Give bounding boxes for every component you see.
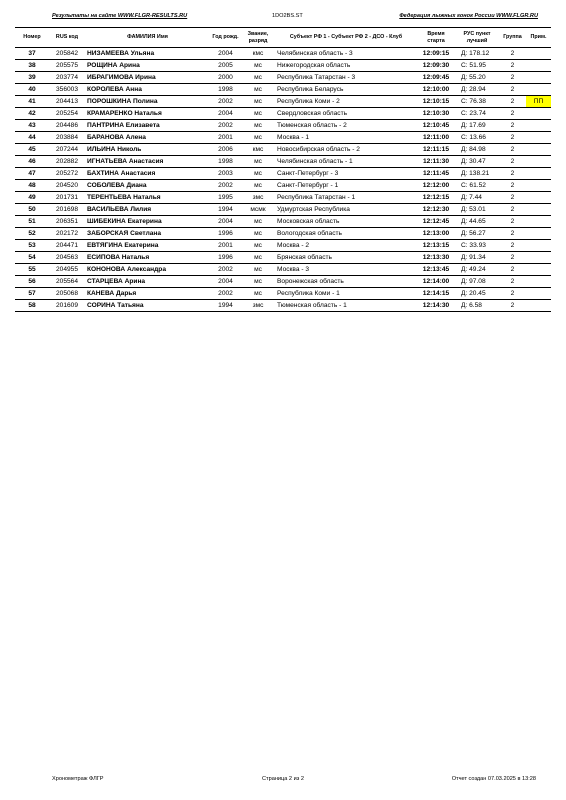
- cell-start-time: 12:09:30: [417, 60, 455, 72]
- cell-rank: мс: [241, 120, 275, 132]
- cell-note: [526, 228, 551, 240]
- cell-rus-code: 205254: [49, 108, 85, 120]
- cell-start-time: 12:10:00: [417, 84, 455, 96]
- cell-rus-code: 203774: [49, 72, 85, 84]
- cell-note: ПП: [526, 96, 551, 108]
- cell-note: [526, 264, 551, 276]
- cell-number: 52: [15, 228, 49, 240]
- cell-number: 57: [15, 288, 49, 300]
- footer-page-number: Страница 2 из 2: [262, 776, 304, 782]
- cell-group: 2: [499, 204, 526, 216]
- cell-note: [526, 204, 551, 216]
- cell-region: Нижегородская область: [275, 60, 417, 72]
- cell-rus-points: Д: 17.69: [455, 120, 499, 132]
- cell-rank: мс: [241, 228, 275, 240]
- cell-start-time: 12:09:15: [417, 48, 455, 60]
- cell-note: [526, 120, 551, 132]
- cell-start-time: 12:11:45: [417, 168, 455, 180]
- cell-group: 2: [499, 228, 526, 240]
- cell-rus-code: 202882: [49, 156, 85, 168]
- cell-birth-year: 2005: [210, 60, 241, 72]
- cell-athlete-name: КРАМАРЕНКО Наталья: [85, 108, 210, 120]
- cell-birth-year: 1995: [210, 192, 241, 204]
- cell-athlete-name: ПАНТРИНА Елизавета: [85, 120, 210, 132]
- column-header: RUS код: [49, 28, 85, 48]
- cell-birth-year: 2002: [210, 96, 241, 108]
- cell-rank: мс: [241, 216, 275, 228]
- cell-rank: мс: [241, 84, 275, 96]
- cell-athlete-name: КОРОЛЕВА Анна: [85, 84, 210, 96]
- table-row: [15, 168, 551, 180]
- cell-group: 2: [499, 108, 526, 120]
- table-row: [15, 264, 551, 276]
- cell-region: Удмуртская Республика: [275, 204, 417, 216]
- cell-birth-year: 1994: [210, 300, 241, 312]
- footer-timing: Хронометраж ФЛГР: [52, 776, 104, 782]
- cell-group: 2: [499, 120, 526, 132]
- cell-region: Республика Татарстан - 3: [275, 72, 417, 84]
- column-header: Год рожд.: [210, 28, 241, 48]
- cell-rus-code: 204520: [49, 180, 85, 192]
- cell-group: 2: [499, 156, 526, 168]
- table-row: [15, 60, 551, 72]
- cell-athlete-name: СОБОЛЕВА Диана: [85, 180, 210, 192]
- cell-birth-year: 2003: [210, 168, 241, 180]
- cell-start-time: 12:13:45: [417, 264, 455, 276]
- cell-start-time: 12:12:30: [417, 204, 455, 216]
- cell-start-time: 12:10:15: [417, 96, 455, 108]
- column-header: РУС пункт лучший: [455, 28, 499, 48]
- cell-rus-points: Д: 55.20: [455, 72, 499, 84]
- cell-rank: мс: [241, 252, 275, 264]
- cell-region: Санкт-Петербург - 1: [275, 180, 417, 192]
- cell-number: 48: [15, 180, 49, 192]
- table-row: [15, 144, 551, 156]
- cell-group: 2: [499, 180, 526, 192]
- cell-rank: мс: [241, 96, 275, 108]
- cell-birth-year: 1998: [210, 156, 241, 168]
- cell-athlete-name: НИЗАМЕЕВА Ульяна: [85, 48, 210, 60]
- cell-note: [526, 300, 551, 312]
- cell-note: [526, 144, 551, 156]
- table-row: [15, 276, 551, 288]
- cell-athlete-name: КАНЕВА Дарья: [85, 288, 210, 300]
- cell-rus-code: 205564: [49, 276, 85, 288]
- table-row: [15, 96, 551, 108]
- cell-rank: мс: [241, 108, 275, 120]
- cell-rus-code: 204955: [49, 264, 85, 276]
- cell-birth-year: 2006: [210, 144, 241, 156]
- column-header: Время старта: [417, 28, 455, 48]
- cell-number: 54: [15, 252, 49, 264]
- cell-athlete-name: ИЛЬИНА Николь: [85, 144, 210, 156]
- cell-note: [526, 216, 551, 228]
- cell-athlete-name: ПОРОШКИНА Полина: [85, 96, 210, 108]
- cell-rus-points: С: 51.95: [455, 60, 499, 72]
- cell-rus-code: 206351: [49, 216, 85, 228]
- cell-group: 2: [499, 240, 526, 252]
- cell-athlete-name: КОНОНОВА Александра: [85, 264, 210, 276]
- cell-start-time: 12:13:30: [417, 252, 455, 264]
- table-row: [15, 84, 551, 96]
- cell-number: 56: [15, 276, 49, 288]
- cell-rus-points: Д: 84.98: [455, 144, 499, 156]
- column-header: Номер: [15, 28, 49, 48]
- cell-start-time: 12:11:30: [417, 156, 455, 168]
- cell-athlete-name: СОРИНА Татьяна: [85, 300, 210, 312]
- cell-group: 2: [499, 192, 526, 204]
- cell-rank: мс: [241, 180, 275, 192]
- cell-region: Республика Татарстан - 1: [275, 192, 417, 204]
- cell-group: 2: [499, 48, 526, 60]
- cell-group: 2: [499, 60, 526, 72]
- cell-region: Москва - 1: [275, 132, 417, 144]
- cell-region: Воронежская область: [275, 276, 417, 288]
- cell-start-time: 12:14:30: [417, 300, 455, 312]
- cell-number: 45: [15, 144, 49, 156]
- table-row: [15, 72, 551, 84]
- page-footer: [16, 776, 550, 786]
- cell-region: Тюменская область - 2: [275, 120, 417, 132]
- cell-rus-code: 205272: [49, 168, 85, 180]
- cell-start-time: 12:13:15: [417, 240, 455, 252]
- cell-rus-points: Д: 178.12: [455, 48, 499, 60]
- table-row: [15, 300, 551, 312]
- table-row: [15, 120, 551, 132]
- cell-birth-year: 2000: [210, 72, 241, 84]
- cell-start-time: 12:10:30: [417, 108, 455, 120]
- cell-birth-year: 1996: [210, 228, 241, 240]
- cell-birth-year: 2002: [210, 120, 241, 132]
- cell-region: Москва - 3: [275, 264, 417, 276]
- cell-athlete-name: ЗАБОРСКАЯ Светлана: [85, 228, 210, 240]
- cell-rank: мс: [241, 72, 275, 84]
- cell-athlete-name: ЕВТЯГИНА Екатерина: [85, 240, 210, 252]
- table-row: [15, 252, 551, 264]
- cell-athlete-name: ИГНАТЬЕВА Анастасия: [85, 156, 210, 168]
- cell-note: [526, 60, 551, 72]
- federation-site-link[interactable]: Федерация лыжных гонок России WWW.FLGR.RU: [399, 13, 538, 19]
- cell-rus-points: Д: 6.58: [455, 300, 499, 312]
- table-row: [15, 132, 551, 144]
- cell-rank: мс: [241, 240, 275, 252]
- cell-note: [526, 108, 551, 120]
- cell-region: Республика Коми - 2: [275, 96, 417, 108]
- cell-rus-code: 201609: [49, 300, 85, 312]
- table-row: [15, 192, 551, 204]
- footer-report-created: Отчет создан 07.03.2025 в 13:28: [451, 776, 536, 782]
- cell-number: 46: [15, 156, 49, 168]
- cell-region: Санкт-Петербург - 3: [275, 168, 417, 180]
- cell-birth-year: 1996: [210, 252, 241, 264]
- cell-birth-year: 2002: [210, 264, 241, 276]
- cell-athlete-name: СТАРЦЕВА Арина: [85, 276, 210, 288]
- cell-region: Москва - 2: [275, 240, 417, 252]
- cell-birth-year: 2001: [210, 132, 241, 144]
- cell-rus-code: 207244: [49, 144, 85, 156]
- cell-number: 47: [15, 168, 49, 180]
- header-row: [15, 28, 551, 48]
- table-header: [15, 28, 551, 48]
- cell-rank: мс: [241, 288, 275, 300]
- cell-rank: мсмк: [241, 204, 275, 216]
- cell-number: 51: [15, 216, 49, 228]
- cell-group: 2: [499, 264, 526, 276]
- cell-start-time: 12:11:15: [417, 144, 455, 156]
- cell-rank: мс: [241, 168, 275, 180]
- cell-rus-points: Д: 53.01: [455, 204, 499, 216]
- cell-rus-points: Д: 91.34: [455, 252, 499, 264]
- table-row: [15, 240, 551, 252]
- cell-number: 43: [15, 120, 49, 132]
- cell-rus-points: С: 76.38: [455, 96, 499, 108]
- cell-note: [526, 180, 551, 192]
- cell-athlete-name: БАРАНОВА Алена: [85, 132, 210, 144]
- table-row: [15, 180, 551, 192]
- document-code: 1DO2BS.ST: [272, 13, 303, 19]
- cell-rus-code: 201698: [49, 204, 85, 216]
- cell-note: [526, 240, 551, 252]
- cell-rank: змс: [241, 192, 275, 204]
- cell-rus-points: С: 13.66: [455, 132, 499, 144]
- cell-rus-code: 205575: [49, 60, 85, 72]
- cell-rus-code: 205068: [49, 288, 85, 300]
- cell-rus-code: 204413: [49, 96, 85, 108]
- cell-birth-year: 2002: [210, 180, 241, 192]
- cell-number: 39: [15, 72, 49, 84]
- cell-birth-year: 2004: [210, 276, 241, 288]
- cell-rus-points: Д: 44.65: [455, 216, 499, 228]
- cell-birth-year: 1998: [210, 84, 241, 96]
- cell-region: Московская область: [275, 216, 417, 228]
- cell-rank: змс: [241, 300, 275, 312]
- cell-rus-points: Д: 49.24: [455, 264, 499, 276]
- cell-note: [526, 168, 551, 180]
- cell-region: Свердловская область: [275, 108, 417, 120]
- cell-note: [526, 84, 551, 96]
- column-header: Звание, разряд: [241, 28, 275, 48]
- cell-start-time: 12:09:45: [417, 72, 455, 84]
- cell-rus-points: Д: 56.27: [455, 228, 499, 240]
- cell-rank: мс: [241, 156, 275, 168]
- cell-birth-year: 2004: [210, 216, 241, 228]
- cell-note: [526, 132, 551, 144]
- cell-rus-points: Д: 28.94: [455, 84, 499, 96]
- cell-rus-points: Д: 138.21: [455, 168, 499, 180]
- cell-note: [526, 276, 551, 288]
- cell-athlete-name: ВАСИЛЬЕВА Лилия: [85, 204, 210, 216]
- cell-rank: мс: [241, 264, 275, 276]
- cell-region: Тюменская область - 1: [275, 300, 417, 312]
- cell-birth-year: 2002: [210, 288, 241, 300]
- table-row: [15, 48, 551, 60]
- cell-start-time: 12:11:00: [417, 132, 455, 144]
- cell-rus-points: Д: 30.47: [455, 156, 499, 168]
- cell-region: Челябинская область - 1: [275, 156, 417, 168]
- cell-group: 2: [499, 252, 526, 264]
- cell-region: Брянская область: [275, 252, 417, 264]
- cell-note: [526, 252, 551, 264]
- cell-rus-points: Д: 20.45: [455, 288, 499, 300]
- cell-region: Новосибирская область - 2: [275, 144, 417, 156]
- cell-start-time: 12:12:45: [417, 216, 455, 228]
- cell-group: 2: [499, 96, 526, 108]
- cell-rank: мс: [241, 276, 275, 288]
- cell-start-time: 12:12:00: [417, 180, 455, 192]
- cell-note: [526, 48, 551, 60]
- cell-athlete-name: РОЩИНА Арина: [85, 60, 210, 72]
- cell-number: 55: [15, 264, 49, 276]
- cell-group: 2: [499, 216, 526, 228]
- column-header: ФАМИЛИЯ Имя: [85, 28, 210, 48]
- cell-rus-code: 356003: [49, 84, 85, 96]
- cell-group: 2: [499, 144, 526, 156]
- table-row: [15, 216, 551, 228]
- cell-rank: кмс: [241, 48, 275, 60]
- cell-start-time: 12:10:45: [417, 120, 455, 132]
- cell-number: 41: [15, 96, 49, 108]
- cell-note: [526, 72, 551, 84]
- results-site-link[interactable]: Результаты на сайте WWW.FLGR-RESULTS.RU: [52, 13, 188, 19]
- column-header: Прим.: [526, 28, 551, 48]
- cell-rus-code: 201731: [49, 192, 85, 204]
- column-header: Группа: [499, 28, 526, 48]
- cell-number: 49: [15, 192, 49, 204]
- cell-group: 2: [499, 72, 526, 84]
- cell-region: Республика Коми - 1: [275, 288, 417, 300]
- table-row: [15, 108, 551, 120]
- cell-rus-points: Д: 7.44: [455, 192, 499, 204]
- cell-rus-points: С: 23.74: [455, 108, 499, 120]
- cell-start-time: 12:12:15: [417, 192, 455, 204]
- cell-number: 42: [15, 108, 49, 120]
- cell-note: [526, 156, 551, 168]
- cell-start-time: 12:13:00: [417, 228, 455, 240]
- cell-number: 44: [15, 132, 49, 144]
- cell-note: [526, 192, 551, 204]
- cell-rus-code: 204486: [49, 120, 85, 132]
- cell-birth-year: 2004: [210, 108, 241, 120]
- cell-group: 2: [499, 276, 526, 288]
- table-row: [15, 204, 551, 216]
- cell-group: 2: [499, 168, 526, 180]
- cell-rank: мс: [241, 132, 275, 144]
- cell-birth-year: 2001: [210, 240, 241, 252]
- start-list-table: [15, 27, 551, 312]
- cell-birth-year: 2004: [210, 48, 241, 60]
- table-body: [15, 48, 551, 312]
- cell-rank: кмс: [241, 144, 275, 156]
- cell-rus-code: 205842: [49, 48, 85, 60]
- cell-rus-code: 204471: [49, 240, 85, 252]
- cell-number: 37: [15, 48, 49, 60]
- page-header: [16, 13, 550, 23]
- cell-number: 53: [15, 240, 49, 252]
- cell-rus-points: С: 61.52: [455, 180, 499, 192]
- cell-group: 2: [499, 300, 526, 312]
- cell-group: 2: [499, 132, 526, 144]
- cell-rus-points: С: 33.93: [455, 240, 499, 252]
- table-row: [15, 288, 551, 300]
- cell-start-time: 12:14:15: [417, 288, 455, 300]
- cell-athlete-name: ЕСИПОВА Наталья: [85, 252, 210, 264]
- table-row: [15, 156, 551, 168]
- cell-athlete-name: ИБРАГИМОВА Ирина: [85, 72, 210, 84]
- cell-number: 58: [15, 300, 49, 312]
- cell-rus-code: 204563: [49, 252, 85, 264]
- cell-group: 2: [499, 84, 526, 96]
- cell-region: Республика Беларусь: [275, 84, 417, 96]
- cell-region: Челябинская область - 3: [275, 48, 417, 60]
- cell-note: [526, 288, 551, 300]
- column-header: Субъект РФ 1 - Субъект РФ 2 - ДСО - Клуб: [275, 28, 417, 48]
- table-row: [15, 228, 551, 240]
- cell-number: 50: [15, 204, 49, 216]
- cell-region: Вологодская область: [275, 228, 417, 240]
- cell-number: 38: [15, 60, 49, 72]
- cell-athlete-name: ШИБЕКИНА Екатерина: [85, 216, 210, 228]
- cell-number: 40: [15, 84, 49, 96]
- cell-athlete-name: ТЕРЕНТЬЕВА Наталья: [85, 192, 210, 204]
- cell-start-time: 12:14:00: [417, 276, 455, 288]
- cell-rus-code: 203884: [49, 132, 85, 144]
- cell-birth-year: 1994: [210, 204, 241, 216]
- cell-rus-code: 202172: [49, 228, 85, 240]
- cell-group: 2: [499, 288, 526, 300]
- cell-rank: мс: [241, 60, 275, 72]
- cell-rus-points: Д: 97.08: [455, 276, 499, 288]
- cell-athlete-name: БАХТИНА Анастасия: [85, 168, 210, 180]
